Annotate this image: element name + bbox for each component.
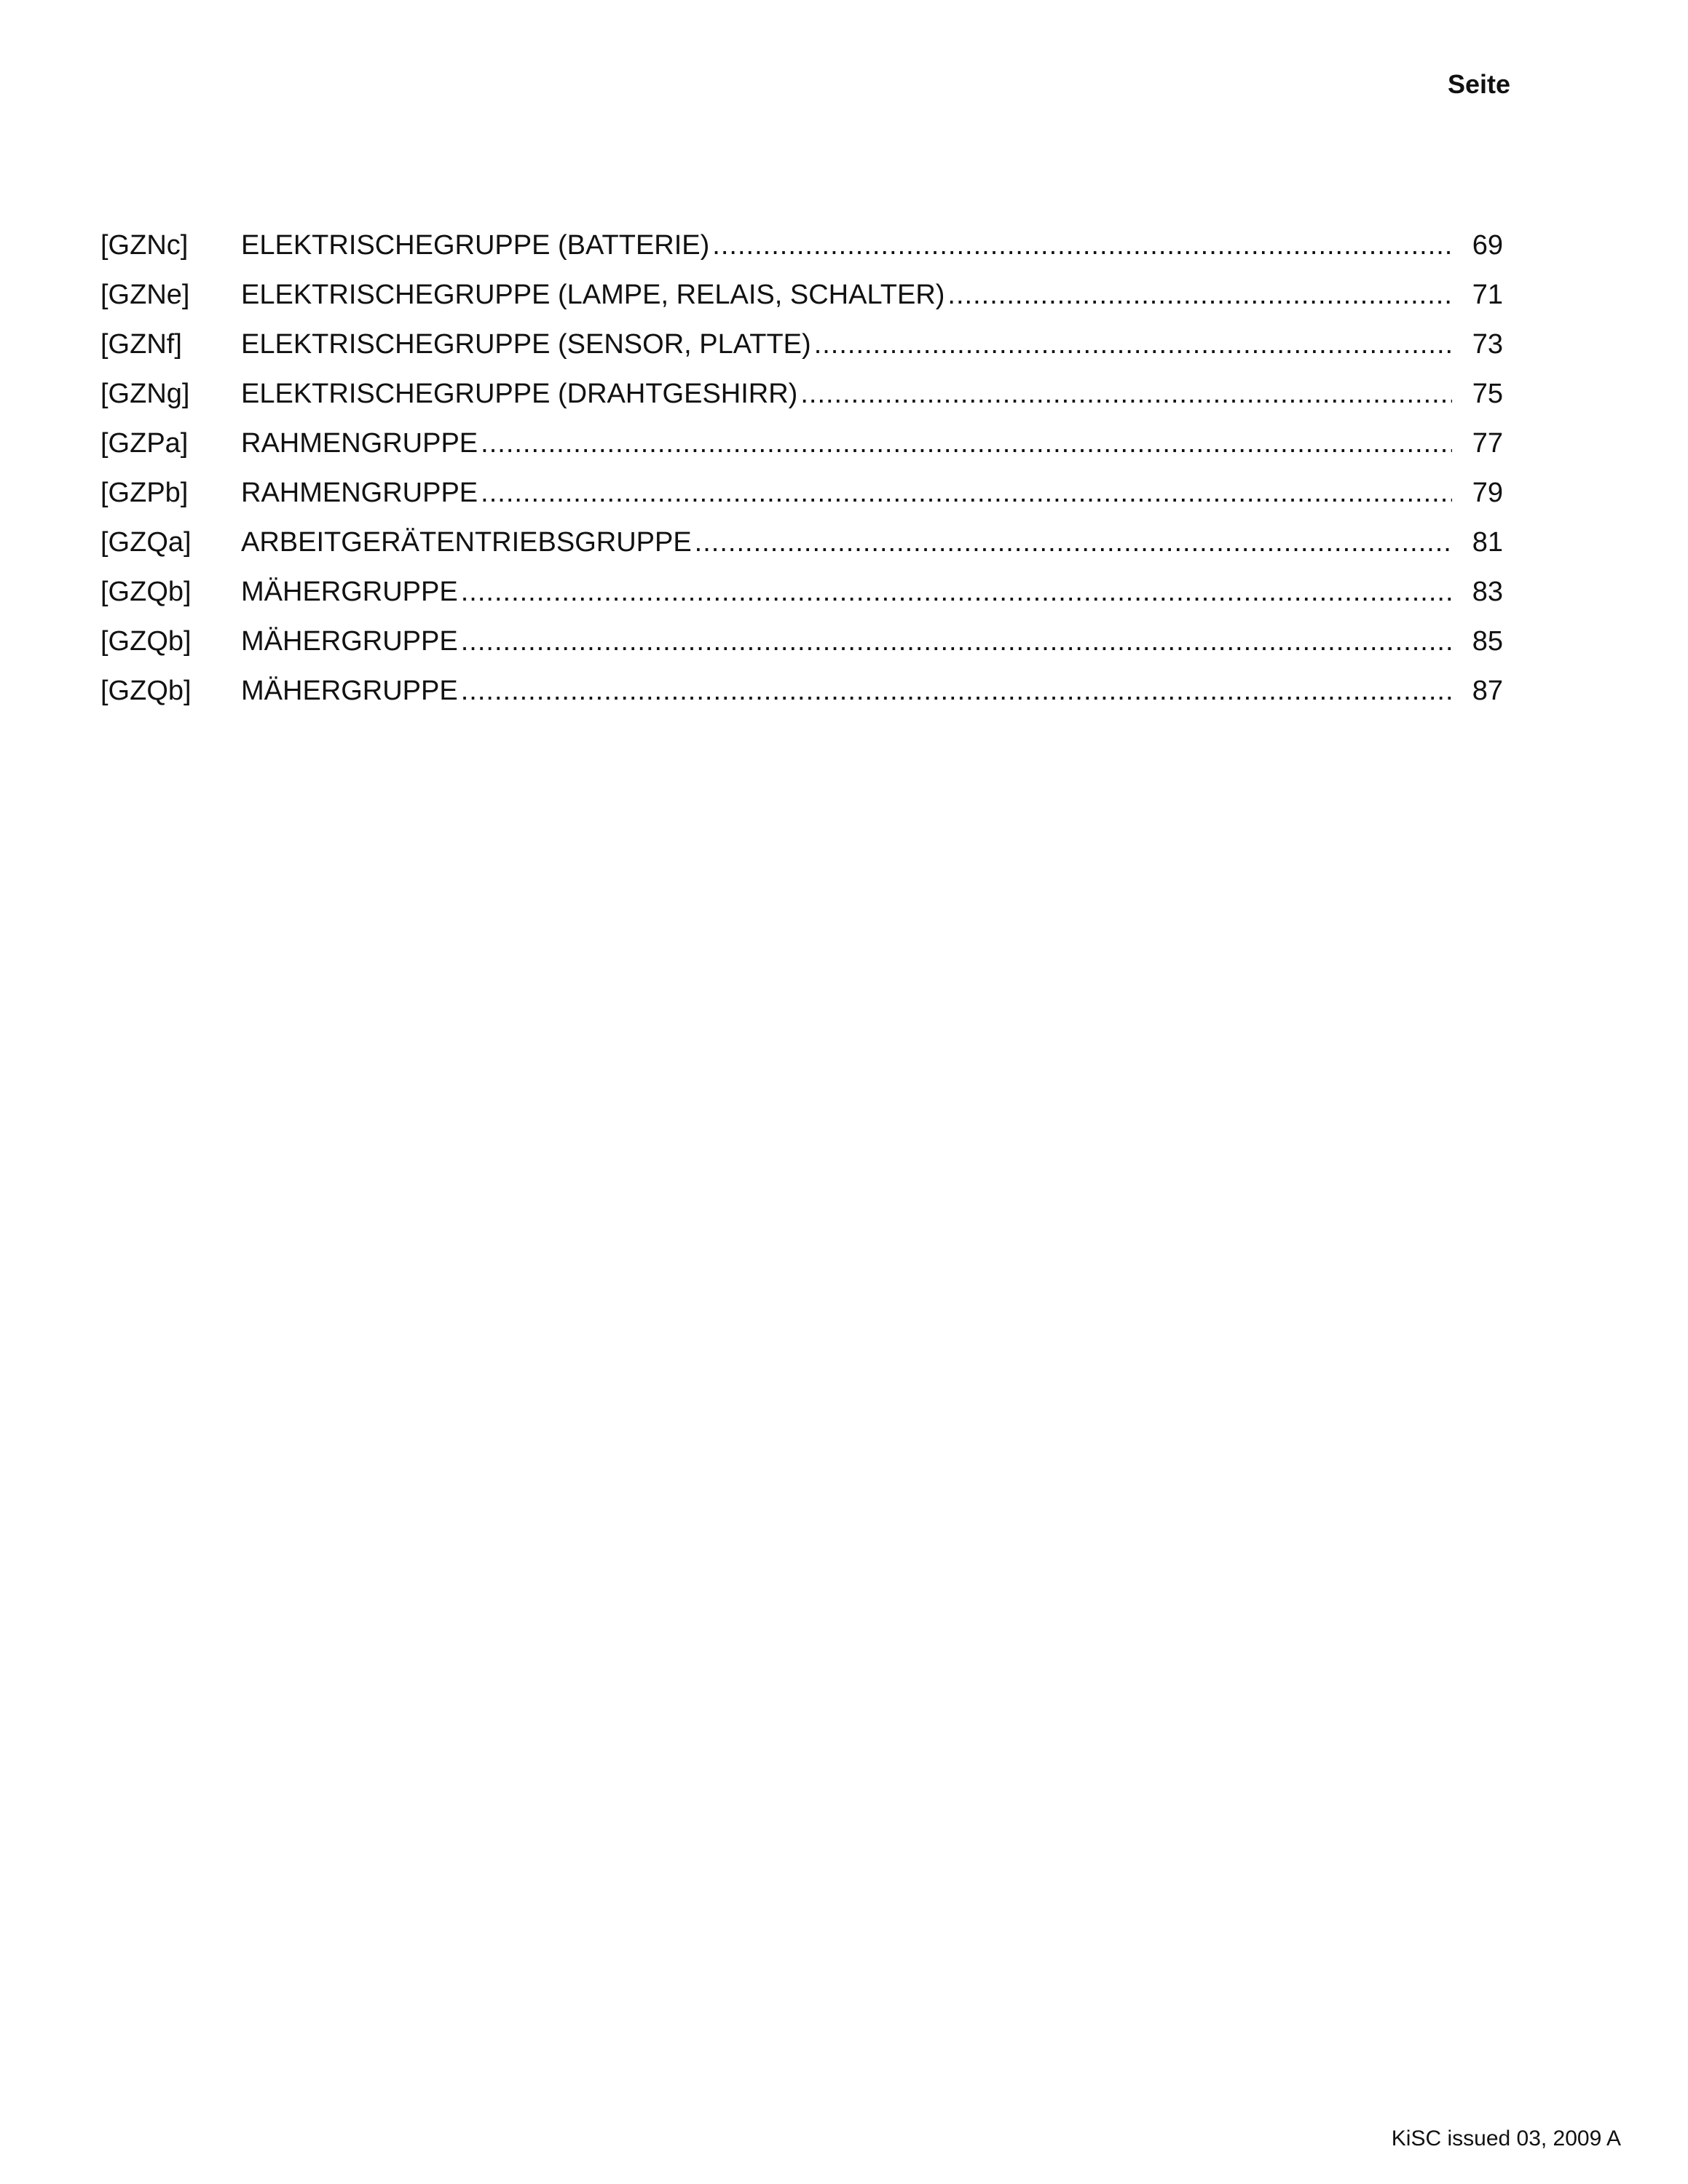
dot-leader	[695, 518, 1452, 567]
toc-entry-title: RAHMENGRUPPE	[241, 428, 478, 459]
toc-entry-page: 81	[1472, 527, 1503, 558]
toc-entry-page: 75	[1472, 379, 1503, 409]
toc-entry-code: [GZNc]	[100, 230, 189, 261]
toc-entry-page: 85	[1472, 626, 1503, 657]
toc-entry-title: MÄHERGRUPPE	[241, 577, 458, 607]
toc-entry-code: [GZQb]	[100, 577, 192, 607]
toc-entry-code: [GZNg]	[100, 379, 190, 409]
toc-entry-code: [GZQb]	[100, 676, 192, 706]
toc-entry-code: [GZPa]	[100, 428, 189, 459]
dot-leader	[947, 270, 1452, 320]
toc-entry[interactable]	[100, 419, 1503, 468]
toc-entry-title: ELEKTRISCHEGRUPPE (BATTERIE)	[241, 230, 710, 261]
toc-entry[interactable]	[100, 369, 1503, 419]
toc-entry-title: ELEKTRISCHEGRUPPE (SENSOR, PLATTE)	[241, 329, 811, 360]
toc-entry-page: 79	[1472, 478, 1503, 508]
toc-entry-page: 73	[1472, 329, 1503, 360]
document-footer: KiSC issued 03, 2009 A	[1391, 2126, 1621, 2151]
dot-leader	[461, 567, 1452, 617]
toc-entry[interactable]	[100, 567, 1503, 617]
toc-entry-code: [GZQb]	[100, 626, 192, 657]
dot-leader	[481, 468, 1452, 518]
dot-leader	[814, 320, 1452, 369]
toc-entry[interactable]	[100, 518, 1503, 567]
toc-entry-title: ELEKTRISCHEGRUPPE (DRAHTGESHIRR)	[241, 379, 798, 409]
toc-entry[interactable]	[100, 320, 1503, 369]
toc-entry[interactable]	[100, 468, 1503, 518]
toc-entry-title: MÄHERGRUPPE	[241, 676, 458, 706]
toc-entry[interactable]	[100, 270, 1503, 320]
toc-entry-page: 71	[1472, 280, 1503, 310]
toc-entry-page: 77	[1472, 428, 1503, 459]
dot-leader	[800, 369, 1452, 419]
toc-entry[interactable]	[100, 617, 1503, 666]
toc-entry-code: [GZNe]	[100, 280, 190, 310]
page-column-heading: Seite	[1447, 69, 1510, 99]
toc-entry-code: [GZPb]	[100, 478, 189, 508]
toc-entry-title: ARBEITGERÄTENTRIEBSGRUPPE	[241, 527, 692, 558]
toc-entry-title: MÄHERGRUPPE	[241, 626, 458, 657]
toc-entry-page: 87	[1472, 676, 1503, 706]
table-of-contents	[100, 221, 1503, 716]
toc-entry-page: 69	[1472, 230, 1503, 261]
dot-leader	[481, 419, 1452, 468]
toc-entry-title: ELEKTRISCHEGRUPPE (LAMPE, RELAIS, SCHALTER)	[241, 280, 945, 310]
toc-entry[interactable]	[100, 666, 1503, 716]
toc-entry[interactable]	[100, 221, 1503, 270]
toc-entry-code: [GZQa]	[100, 527, 192, 558]
dot-leader	[461, 617, 1452, 666]
dot-leader	[712, 221, 1452, 270]
toc-entry-code: [GZNf]	[100, 329, 182, 360]
toc-entry-title: RAHMENGRUPPE	[241, 478, 478, 508]
toc-entry-page: 83	[1472, 577, 1503, 607]
dot-leader	[461, 666, 1452, 716]
